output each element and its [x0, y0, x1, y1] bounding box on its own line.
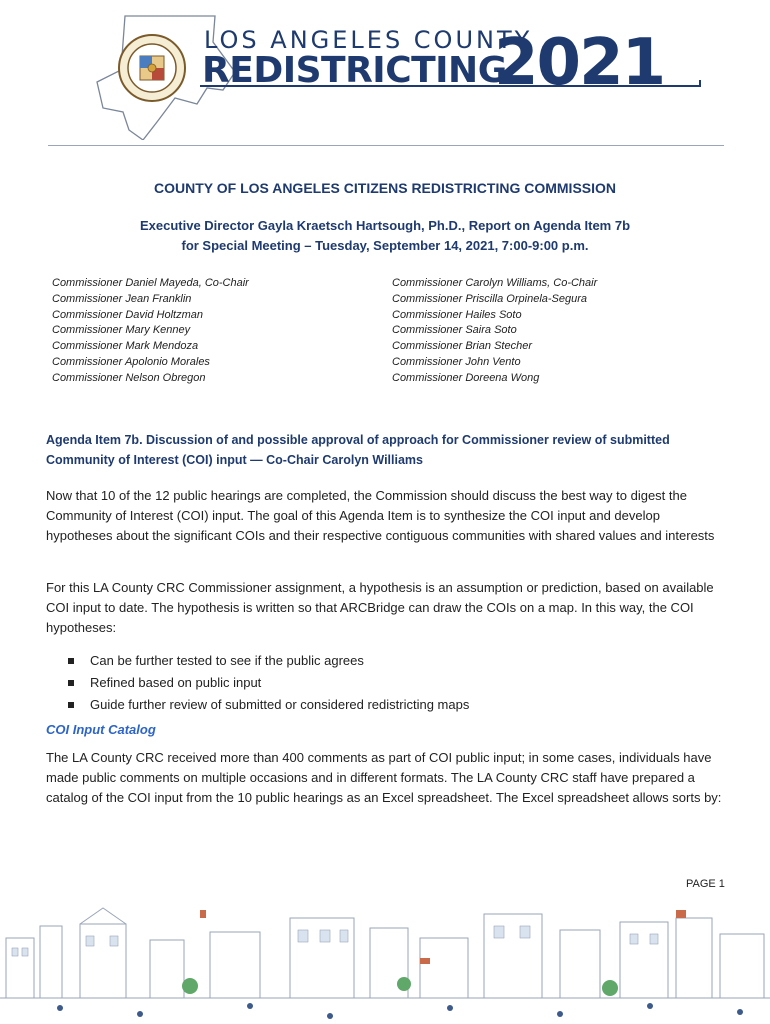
- commissioner-name: Commissioner David Holtzman: [52, 308, 203, 321]
- county-seal-icon: [118, 34, 186, 102]
- commissioner-name: Commissioner Mary Kenney: [52, 324, 191, 337]
- brand-redistricting-text: REDISTRICTING: [202, 50, 507, 91]
- header-divider: [48, 145, 724, 146]
- agenda-item-heading: Agenda Item 7b. Discussion of and possible approval of approach for Commissioner review of submitted Community of Interest (COI) input — Co-Chair Carolyn Williams: [46, 433, 670, 467]
- commissioner-name: Commissioner Saira Soto: [392, 324, 517, 337]
- list-item: [68, 672, 469, 694]
- letterhead: [0, 0, 770, 150]
- commissioner-name: Commissioner Mark Mendoza: [52, 340, 199, 353]
- brand-year-text: 2021: [494, 26, 665, 100]
- list-item: [68, 694, 469, 716]
- cityscape-illustration: [0, 888, 770, 1024]
- commissioner-name: Commissioner Jean Franklin: [52, 292, 192, 305]
- list-item-text: Refined based on public input: [90, 675, 262, 690]
- body-paragraph: The LA County CRC received more than 400 comments as part of COI public input; in some cases, individuals have made public comments on multiple occasions and in different formats. The LA County CRC staff have prepared a catalog of the COI input from the 10 public hearings as an Excel spreadsheet. The Excel spreadsheet allows sorts by:: [46, 750, 722, 805]
- subtitle-line-2: for Special Meeting – Tuesday, September 14, 2021, 7:00-9:00 p.m.: [181, 238, 589, 253]
- commissioner-name: Commissioner Priscilla Orpinela-Segura: [392, 292, 588, 305]
- hypothesis-bullet-list: [68, 650, 469, 716]
- bullet-square-icon: [68, 658, 74, 664]
- commissioner-list-left: [52, 276, 249, 387]
- document-subtitle: [0, 216, 770, 256]
- commissioner-list-right: [392, 276, 597, 387]
- body-paragraph: For this LA County CRC Commissioner assignment, a hypothesis is an assumption or prediction, based on available COI input to date. The hypothesis is written so that ARCBridge can draw the COIs on a map. In this way, the COI hypotheses:: [46, 580, 714, 635]
- subtitle-line-1: Executive Director Gayla Kraetsch Hartsough, Ph.D., Report on Agenda Item 7b: [139, 218, 631, 233]
- body-paragraph: Now that 10 of the 12 public hearings are completed, the Commission should discuss the best way to digest the Community of Interest (COI) input. The goal of this Agenda Item is to synthesize the COI input and develop hypotheses about the significant COIs and their respective contiguous communities with shared values and interests: [46, 488, 715, 543]
- brand-county-text: LOS ANGELES COUNTY: [204, 26, 533, 54]
- page-number: PAGE 1: [686, 878, 725, 890]
- commissioner-name: Commissioner Carolyn Williams, Co-Chair: [392, 277, 598, 289]
- commissioner-name: Commissioner John Vento: [392, 355, 521, 368]
- commissioner-name: Commissioner Doreena Wong: [392, 371, 540, 384]
- commissioner-name: Commissioner Daniel Mayeda, Co-Chair: [52, 277, 249, 289]
- document-title: COUNTY OF LOS ANGELES CITIZENS REDISTRICTING COMMISSION: [153, 180, 617, 196]
- commissioner-name: Commissioner Brian Stecher: [392, 340, 532, 353]
- commissioner-name: Commissioner Nelson Obregon: [52, 371, 206, 384]
- bullet-square-icon: [68, 702, 74, 708]
- bullet-square-icon: [68, 680, 74, 686]
- list-item-text: Can be further tested to see if the public agrees: [90, 653, 364, 668]
- section-heading: COI Input Catalog: [46, 722, 156, 737]
- commissioner-name: Commissioner Apolonio Morales: [52, 355, 210, 368]
- commissioner-name: Commissioner Hailes Soto: [392, 308, 522, 321]
- list-item: [68, 650, 469, 672]
- list-item-text: Guide further review of submitted or considered redistricting maps: [90, 697, 470, 712]
